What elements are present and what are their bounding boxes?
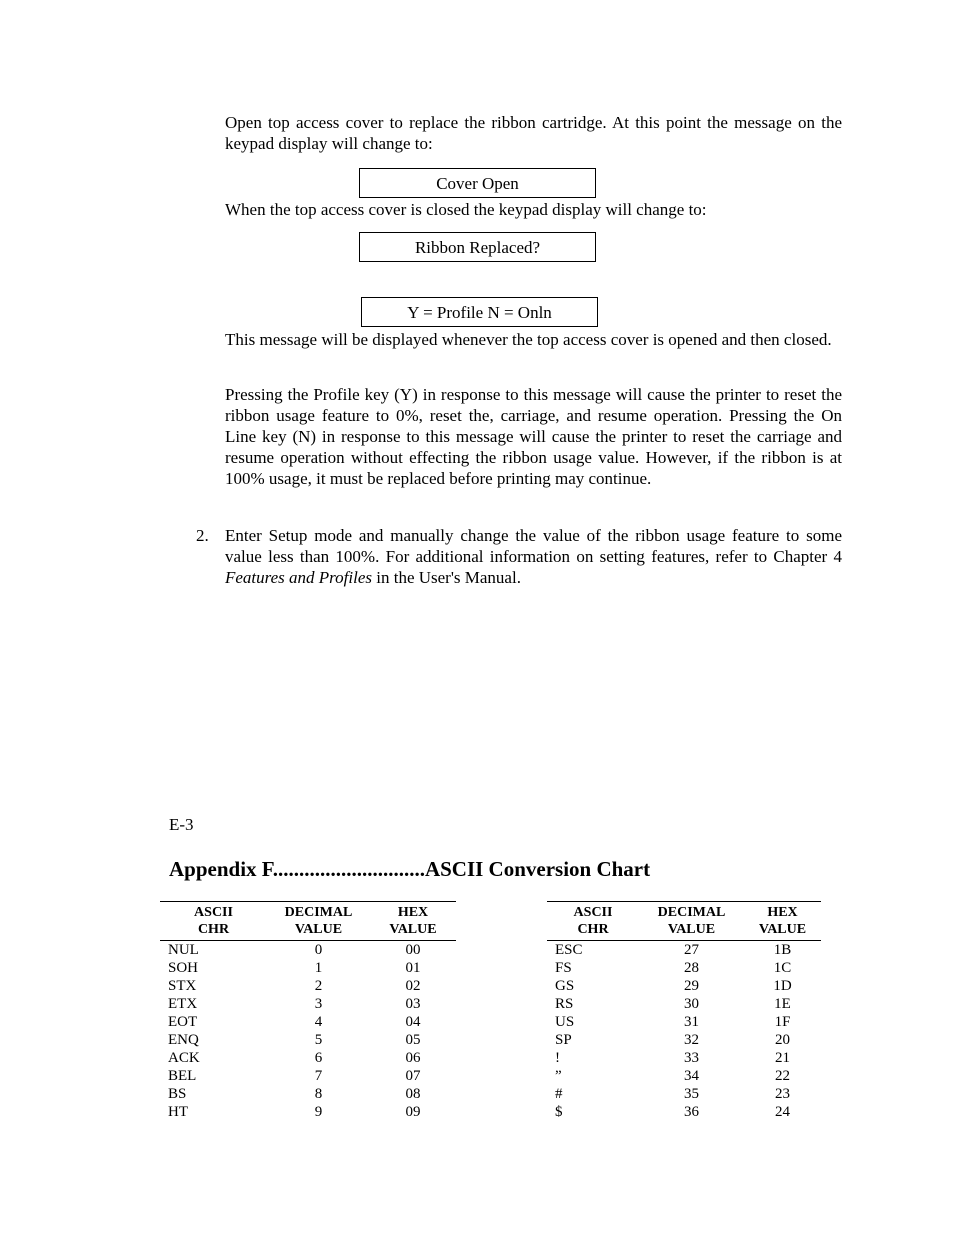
table-row bbox=[160, 1013, 456, 1031]
decimal-value-cell: 28 bbox=[684, 960, 699, 976]
column-header-decimal-value: DECIMAL VALUE bbox=[284, 905, 353, 937]
decimal-value-cell: 3 bbox=[314, 996, 323, 1012]
ascii-chr-cell: STX bbox=[168, 978, 197, 994]
table-row bbox=[547, 1067, 821, 1085]
hex-value-cell: 1B bbox=[773, 942, 792, 958]
decimal-value-cell: 4 bbox=[314, 1014, 323, 1030]
ascii-chr-cell: # bbox=[555, 1086, 563, 1102]
table-row bbox=[547, 1103, 821, 1121]
table-row bbox=[160, 1031, 456, 1049]
hex-value-cell: 07 bbox=[405, 1068, 421, 1084]
hex-value-cell: 08 bbox=[405, 1086, 421, 1102]
hex-value-cell: 1F bbox=[774, 1014, 791, 1030]
display-message-ribbon-replaced: Ribbon Replaced? bbox=[359, 232, 596, 262]
decimal-value-cell: 32 bbox=[684, 1032, 699, 1048]
hex-value-cell: 04 bbox=[405, 1014, 421, 1030]
table-row bbox=[160, 959, 456, 977]
table-row bbox=[160, 995, 456, 1013]
hex-value-cell: 1E bbox=[774, 996, 791, 1012]
ascii-chr-cell: NUL bbox=[168, 942, 199, 958]
table-row bbox=[160, 977, 456, 995]
decimal-value-cell: 27 bbox=[684, 942, 699, 958]
decimal-value-cell: 30 bbox=[684, 996, 699, 1012]
decimal-value-cell: 6 bbox=[314, 1050, 323, 1066]
ascii-chr-cell: FS bbox=[555, 960, 572, 976]
ascii-chr-cell: $ bbox=[555, 1104, 563, 1120]
decimal-value-cell: 9 bbox=[314, 1104, 323, 1120]
step-2-text-start: Enter Setup mode and manually change the value of the ribbon usage feature to some value less than 100%. For additional information on setting features, refer to Chapter 4 bbox=[225, 526, 842, 566]
hex-value-cell: 05 bbox=[405, 1032, 421, 1048]
decimal-value-cell: 7 bbox=[314, 1068, 323, 1084]
step-2-text-end: in the User's Manual. bbox=[372, 568, 521, 587]
column-header-hex-value: HEX VALUE bbox=[758, 905, 807, 937]
ascii-chr-cell: RS bbox=[555, 996, 574, 1012]
decimal-value-cell: 1 bbox=[314, 960, 323, 976]
ascii-chr-cell: ETX bbox=[168, 996, 198, 1012]
ascii-chr-cell: SP bbox=[555, 1032, 572, 1048]
hex-value-cell: 02 bbox=[405, 978, 421, 994]
table-row bbox=[547, 977, 821, 995]
column-header-ascii-chr: ASCII CHR bbox=[194, 905, 233, 937]
decimal-value-cell: 0 bbox=[314, 942, 323, 958]
ascii-chr-cell: US bbox=[555, 1014, 575, 1030]
intro-paragraph-4: Pressing the Profile key (Y) in response to this message will cause the printer to reset the ribbon usage feature to 0%, reset the, carriage, and resume operation. Pressing the On Line key (N) in response to this message will cause the printer to reset the carriage and resume operation without effecting the ribbon usage value. However, if the ribbon is at 100% usage, it must be replaced before printing may continue. bbox=[225, 385, 842, 488]
hex-value-cell: 06 bbox=[405, 1050, 421, 1066]
table-row bbox=[160, 1049, 456, 1067]
hex-value-cell: 01 bbox=[405, 960, 421, 976]
decimal-value-cell: 8 bbox=[314, 1086, 323, 1102]
ascii-chr-cell: ! bbox=[555, 1050, 560, 1066]
ascii-chr-cell: BEL bbox=[168, 1068, 197, 1084]
table-row bbox=[160, 941, 456, 960]
hex-value-cell: 22 bbox=[775, 1068, 790, 1084]
hex-value-cell: 1D bbox=[773, 978, 792, 994]
ascii-table-left bbox=[160, 901, 456, 1121]
hex-value-cell: 24 bbox=[775, 1104, 790, 1120]
hex-value-cell: 21 bbox=[775, 1050, 790, 1066]
hex-value-cell: 1C bbox=[773, 960, 792, 976]
column-header-ascii-chr: ASCII CHR bbox=[573, 905, 613, 937]
ascii-chr-cell: GS bbox=[555, 978, 575, 994]
column-header-decimal-value: DECIMAL VALUE bbox=[657, 905, 726, 937]
table-row bbox=[547, 1085, 821, 1103]
ascii-chr-cell: ESC bbox=[555, 942, 583, 958]
hex-value-cell: 09 bbox=[405, 1104, 421, 1120]
intro-paragraph-1: Open top access cover to replace the ribbon cartridge. At this point the message on the keypad display will change to: bbox=[225, 113, 842, 153]
table-header-row bbox=[547, 902, 821, 941]
decimal-value-cell: 5 bbox=[314, 1032, 323, 1048]
table-row bbox=[547, 995, 821, 1013]
table-row bbox=[160, 1103, 456, 1121]
hex-value-cell: 03 bbox=[405, 996, 421, 1012]
ascii-table-right bbox=[547, 901, 821, 1121]
table-row bbox=[547, 1031, 821, 1049]
ascii-chr-cell: EOT bbox=[168, 1014, 198, 1030]
step-number: 2. bbox=[196, 526, 209, 545]
table-row bbox=[160, 1067, 456, 1085]
hex-value-cell: 00 bbox=[405, 942, 421, 958]
decimal-value-cell: 29 bbox=[684, 978, 699, 994]
ascii-chr-cell: ” bbox=[555, 1068, 562, 1084]
ascii-chr-cell: ACK bbox=[168, 1050, 200, 1066]
ascii-chr-cell: HT bbox=[168, 1104, 188, 1120]
column-header-hex-value: HEX VALUE bbox=[389, 905, 437, 937]
intro-paragraph-3: This message will be displayed whenever the top access cover is opened and then closed. bbox=[225, 330, 832, 349]
ascii-chr-cell: ENQ bbox=[168, 1032, 199, 1048]
table-row bbox=[547, 1013, 821, 1031]
decimal-value-cell: 35 bbox=[684, 1086, 699, 1102]
hex-value-cell: 20 bbox=[775, 1032, 790, 1048]
step-2-text bbox=[225, 525, 842, 588]
hex-value-cell: 23 bbox=[775, 1086, 790, 1102]
decimal-value-cell: 34 bbox=[684, 1068, 699, 1084]
table-header-row bbox=[160, 902, 456, 941]
table-row bbox=[547, 941, 821, 960]
ascii-chr-cell: SOH bbox=[168, 960, 199, 976]
table-row bbox=[160, 1085, 456, 1103]
decimal-value-cell: 31 bbox=[684, 1014, 699, 1030]
decimal-value-cell: 36 bbox=[684, 1104, 699, 1120]
intro-paragraph-2: When the top access cover is closed the keypad display will change to: bbox=[225, 200, 707, 219]
display-message-cover-open: Cover Open bbox=[359, 168, 596, 198]
manual-chapter-title: Features and Profiles bbox=[225, 568, 372, 587]
table-row bbox=[547, 1049, 821, 1067]
decimal-value-cell: 33 bbox=[684, 1050, 699, 1066]
table-row bbox=[547, 959, 821, 977]
ascii-chr-cell: BS bbox=[168, 1086, 187, 1102]
decimal-value-cell: 2 bbox=[314, 978, 323, 994]
display-message-profile-online: Y = Profile N = Onln bbox=[361, 297, 598, 327]
appendix-title: Appendix F.............................ASCII Conversion Chart bbox=[169, 857, 651, 881]
page-number: E-3 bbox=[169, 815, 194, 834]
